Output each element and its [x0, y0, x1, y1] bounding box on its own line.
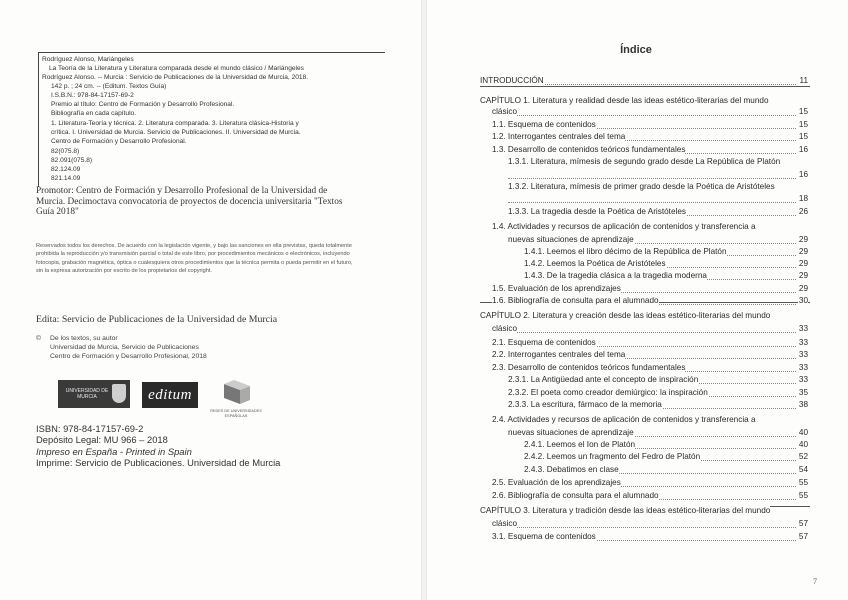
- toc-entry: [508, 182, 808, 193]
- toc-entry: [492, 519, 808, 530]
- toc-entry-page: 54: [798, 465, 808, 474]
- copyright-line: De los textos, su autor: [50, 335, 118, 342]
- toc-entry: [508, 157, 808, 168]
- toc-entry-title: 1.5. Evaluación de los aprendizajes: [492, 284, 621, 293]
- toc-entry-title: 1.3.3. La tragedia desde la Poética de Aristóteles: [508, 207, 686, 216]
- printer: Imprime: Servicio de Publicaciones. Universidad de Murcia: [36, 457, 281, 469]
- toc-entry-title: 1.3.2. Literatura, mímesis de primer grado desde la Poética de Aristóteles: [508, 182, 775, 191]
- toc-entry-page: 33: [798, 338, 808, 347]
- catalog-line: 142 p. ; 24 cm. -- (Editum. Textos Guía): [51, 83, 167, 90]
- deposito-legal: Depósito Legal: MU 966 – 2018: [36, 434, 168, 446]
- toc-entry-page: 29: [798, 247, 808, 256]
- catalog-line: La Teoría de la Literatura y Literatura comparada desde el mundo clásico / Mariángeles: [49, 65, 304, 72]
- toc-leader: [492, 115, 796, 116]
- toc-entry: [492, 120, 808, 131]
- toc-entry-page: 33: [798, 363, 808, 372]
- toc-entry-title: 1.1. Esquema de contenidos: [492, 120, 596, 129]
- toc-entry-title: 2.6. Bibliografía de consulta para el alumnado: [492, 491, 659, 500]
- toc-entry-page: 11: [799, 76, 808, 85]
- toc-entry-title: 2.5. Evaluación de los aprendizajes: [492, 478, 621, 487]
- catalog-line: 1. Literatura-Teoría y técnica. 2. Literatura comparada. 3. Literatura clásica-Historia y: [51, 120, 299, 127]
- catalog-line: Centro de Formación y Desarrollo Profesional.: [51, 138, 187, 145]
- toc-entry: [480, 506, 808, 517]
- toc-entry-title: nuevas situaciones de aprendizaje: [508, 428, 634, 437]
- toc-entry-page: 29: [798, 259, 808, 268]
- toc-entry-title: CAPÍTULO 3. Literatura y tradición desde las ideas estético-literarias del mundo: [480, 506, 771, 515]
- toc-entry-title: 2.3.1. La Antigüedad ante el concepto de inspiración: [508, 375, 699, 384]
- toc-entry: [508, 170, 808, 181]
- toc-entry-page: 35: [798, 388, 808, 397]
- toc-entry-page: 38: [798, 400, 808, 409]
- toc-entry: [508, 207, 808, 218]
- toc-entry: [492, 324, 808, 335]
- editum-logo: editum: [142, 382, 198, 408]
- toc-entry-page: 33: [798, 324, 808, 333]
- toc-entry-page: 52: [798, 452, 808, 461]
- toc-entry: [508, 428, 808, 439]
- toc-entry: [480, 311, 808, 322]
- catalog-line: I.S.B.N.: 978-84-17157-69-2: [51, 92, 134, 99]
- toc-entry-title: INTRODUCCIÓN: [480, 76, 544, 85]
- toc-entry-page: 15: [798, 120, 808, 129]
- catalog-cdu: 82(075.8): [51, 148, 80, 155]
- toc-entry-title: clásico: [492, 324, 518, 333]
- rights-notice: Reservados todos los derechos. De acuerdo con la legislación vigente, y bajo las sanciones en ella previstas, queda totalmente prohibida la reproducción y/o transmisión parcial o total de este libro, por procedimientos mecánicos o electrónicos, incluyendo fotocopia, grabación magnética, óptica o cualesquiera otros procedimientos que la técnica permita o pueda permitir en el futuro, sin la expresa autorización por escrito de los propietarios del copyright.: [36, 243, 353, 274]
- toc-entry: [480, 96, 808, 107]
- toc-entry-page: 40: [798, 428, 808, 437]
- toc-entry-page: 16: [798, 145, 808, 154]
- toc-entry-title: 2.4.2. Leemos un fragmento del Fedro de Platón: [524, 452, 701, 461]
- toc-entry-title: 1.4. Actividades y recursos de aplicación de contenidos y transferencia a: [492, 222, 756, 231]
- toc-entry-page: 29: [798, 284, 808, 293]
- toc-entry: [492, 338, 808, 349]
- toc-entry-page: 29: [798, 235, 808, 244]
- toc-entry-title: 1.4.2. Leemos la Poética de Aristóteles: [524, 259, 666, 268]
- copyright-symbol: ©: [36, 335, 42, 342]
- toc-entry-title: CAPÍTULO 2. Literatura y creación desde las ideas estético-literarias del mundo: [480, 311, 771, 320]
- toc-entry-title: 1.3. Desarrollo de contenidos teóricos fundamentales: [492, 145, 686, 154]
- publication-info: [36, 423, 280, 469]
- toc-entry-page: 18: [798, 194, 808, 203]
- toc-entry-title: 1.6. Bibliografía de consulta para el alumnado: [492, 296, 659, 305]
- printed-in: Impreso en España - Printed in Spain: [36, 445, 192, 457]
- toc-entry-title: clásico: [492, 107, 518, 116]
- toc-entry-title: 1.4.3. De la tragedia clásica a la tragedia moderna: [524, 271, 707, 280]
- toc-entry-page: 16: [798, 170, 808, 179]
- catalog-cdu: 82.124.09: [51, 166, 81, 173]
- toc-leader: [508, 202, 796, 203]
- toc-leader: [492, 527, 796, 528]
- toc-entry-title: 2.3.3. La escritura, fármaco de la memoria: [508, 400, 662, 409]
- toc-entry-page: 40: [798, 440, 808, 449]
- toc-entry-page: 55: [798, 491, 808, 500]
- toc-entry-title: 2.4. Actividades y recursos de aplicación de contenidos y transferencia a: [492, 415, 756, 424]
- toc-leader: [492, 332, 796, 333]
- toc-entry: [492, 478, 808, 489]
- toc-entry: [508, 375, 808, 386]
- toc-entry-page: 29: [798, 271, 808, 280]
- toc-entry: [492, 363, 808, 374]
- toc-entry: [508, 400, 808, 411]
- toc-entry-title: 3.1. Esquema de contenidos: [492, 532, 596, 541]
- toc-entry: [492, 132, 808, 143]
- toc-entry-title: clásico: [492, 519, 518, 528]
- toc-entry-page: 57: [798, 532, 808, 541]
- toc-entry: [524, 452, 808, 463]
- page-number: 7: [813, 577, 817, 586]
- toc-entry-title: 2.4.1. Leemos el Ion de Platón: [524, 440, 636, 449]
- toc-entry-title: 1.3.1. Literatura, mímesis de segundo grado desde La República de Platón: [508, 157, 781, 166]
- catalog-line: Rodríguez Alonso. -- Murcia : Servicio de Publicaciones de la Universidad de Murcia, 2018.: [42, 74, 309, 81]
- toc-entry: [508, 235, 808, 246]
- toc-entry-page: 33: [798, 350, 808, 359]
- toc-entry: [492, 491, 808, 502]
- universidad-murcia-logo: [58, 380, 130, 408]
- toc-entry-page: 57: [798, 519, 808, 528]
- toc-entry-page: 15: [798, 107, 808, 116]
- toc-entry-title: 2.4.3. Debatimos en clase: [524, 465, 619, 474]
- catalog-record: [38, 52, 385, 187]
- logo-text: UNIVERSIDAD DE MURCIA: [65, 388, 109, 400]
- toc-entry-page: 26: [798, 207, 808, 216]
- toc-entry-page: 33: [798, 375, 808, 384]
- toc-entry: [524, 271, 808, 282]
- toc-entry-title: 2.2. Interrogantes centrales del tema: [492, 350, 626, 359]
- catalog-cdu: 821.14.09: [51, 175, 81, 182]
- toc-entry: [524, 440, 808, 451]
- toc-entry-title: 1.2. Interrogantes centrales del tema: [492, 132, 626, 141]
- promotor-text: Promotor: Centro de Formación y Desarrollo Profesional de la Universidad de Murcia. Decimoctava convocatoria de proyectos de docencia universitaria "Textos Guía 2018": [36, 186, 343, 218]
- toc-entry-page: 15: [798, 132, 808, 141]
- toc-entry: [492, 532, 808, 543]
- toc-entry: [508, 194, 808, 205]
- toc-entry: [492, 296, 808, 307]
- une-logo: [210, 380, 262, 418]
- catalog-line: Bibliografía en cada capítulo.: [51, 110, 137, 117]
- toc-entry: [492, 107, 808, 118]
- copyright-line: Centro de Formación y Desarrollo Profesional, 2018: [50, 353, 207, 360]
- toc-entry: [492, 415, 808, 426]
- toc-entry-title: 2.3.2. El poeta como creador demiúrgico: la inspiración: [508, 388, 708, 397]
- catalog-line: Rodríguez Alonso, Mariángeles: [42, 56, 134, 63]
- logo-caption: REDES DE UNIVERSIDADES ESPAÑOLAS: [210, 409, 262, 418]
- toc-entry-title: 2.1. Esquema de contenidos: [492, 338, 596, 347]
- catalog-line: Premio al título: Centro de Formación y Desarrollo Profesional.: [51, 101, 235, 108]
- catalog-cdu: 82.091(075.8): [51, 157, 93, 164]
- toc-entry: [492, 284, 808, 295]
- toc-entry-title: nuevas situaciones de aprendizaje: [508, 235, 634, 244]
- toc-entry-title: CAPÍTULO 1. Literatura y realidad desde las ideas estético-literarias del mundo: [480, 96, 769, 105]
- index-title: Índice: [620, 44, 652, 56]
- copyright-line: Universidad de Murcia, Servicio de Publicaciones: [50, 344, 199, 351]
- toc-entry: [480, 76, 808, 87]
- toc-entry: [524, 465, 808, 476]
- book-gutter: [421, 0, 427, 600]
- publisher-line: Edita: Servicio de Publicaciones de la Universidad de Murcia: [36, 314, 278, 325]
- isbn: ISBN: 978-84-17157-69-2: [36, 423, 144, 434]
- toc-entry: [508, 388, 808, 399]
- catalog-line: crítica. I. Universidad de Murcia. Servicio de Publicaciones. II. Universidad de Murcia.: [51, 129, 301, 136]
- toc-leader: [508, 178, 796, 179]
- toc-entry: [492, 145, 808, 156]
- toc-entry: [492, 222, 808, 233]
- toc-entry: [492, 350, 808, 361]
- book-stack-icon: [210, 380, 258, 408]
- toc-entry-title: 1.4.1. Leemos el libro décimo de la República de Platón: [524, 247, 727, 256]
- toc-entry-page: 55: [798, 478, 808, 487]
- toc-entry-page: 30: [798, 296, 808, 305]
- toc-entry: [524, 259, 808, 270]
- toc-entry-title: 2.3. Desarrollo de contenidos teóricos fundamentales: [492, 363, 686, 372]
- toc-entry: [524, 247, 808, 258]
- shield-icon: [112, 384, 126, 403]
